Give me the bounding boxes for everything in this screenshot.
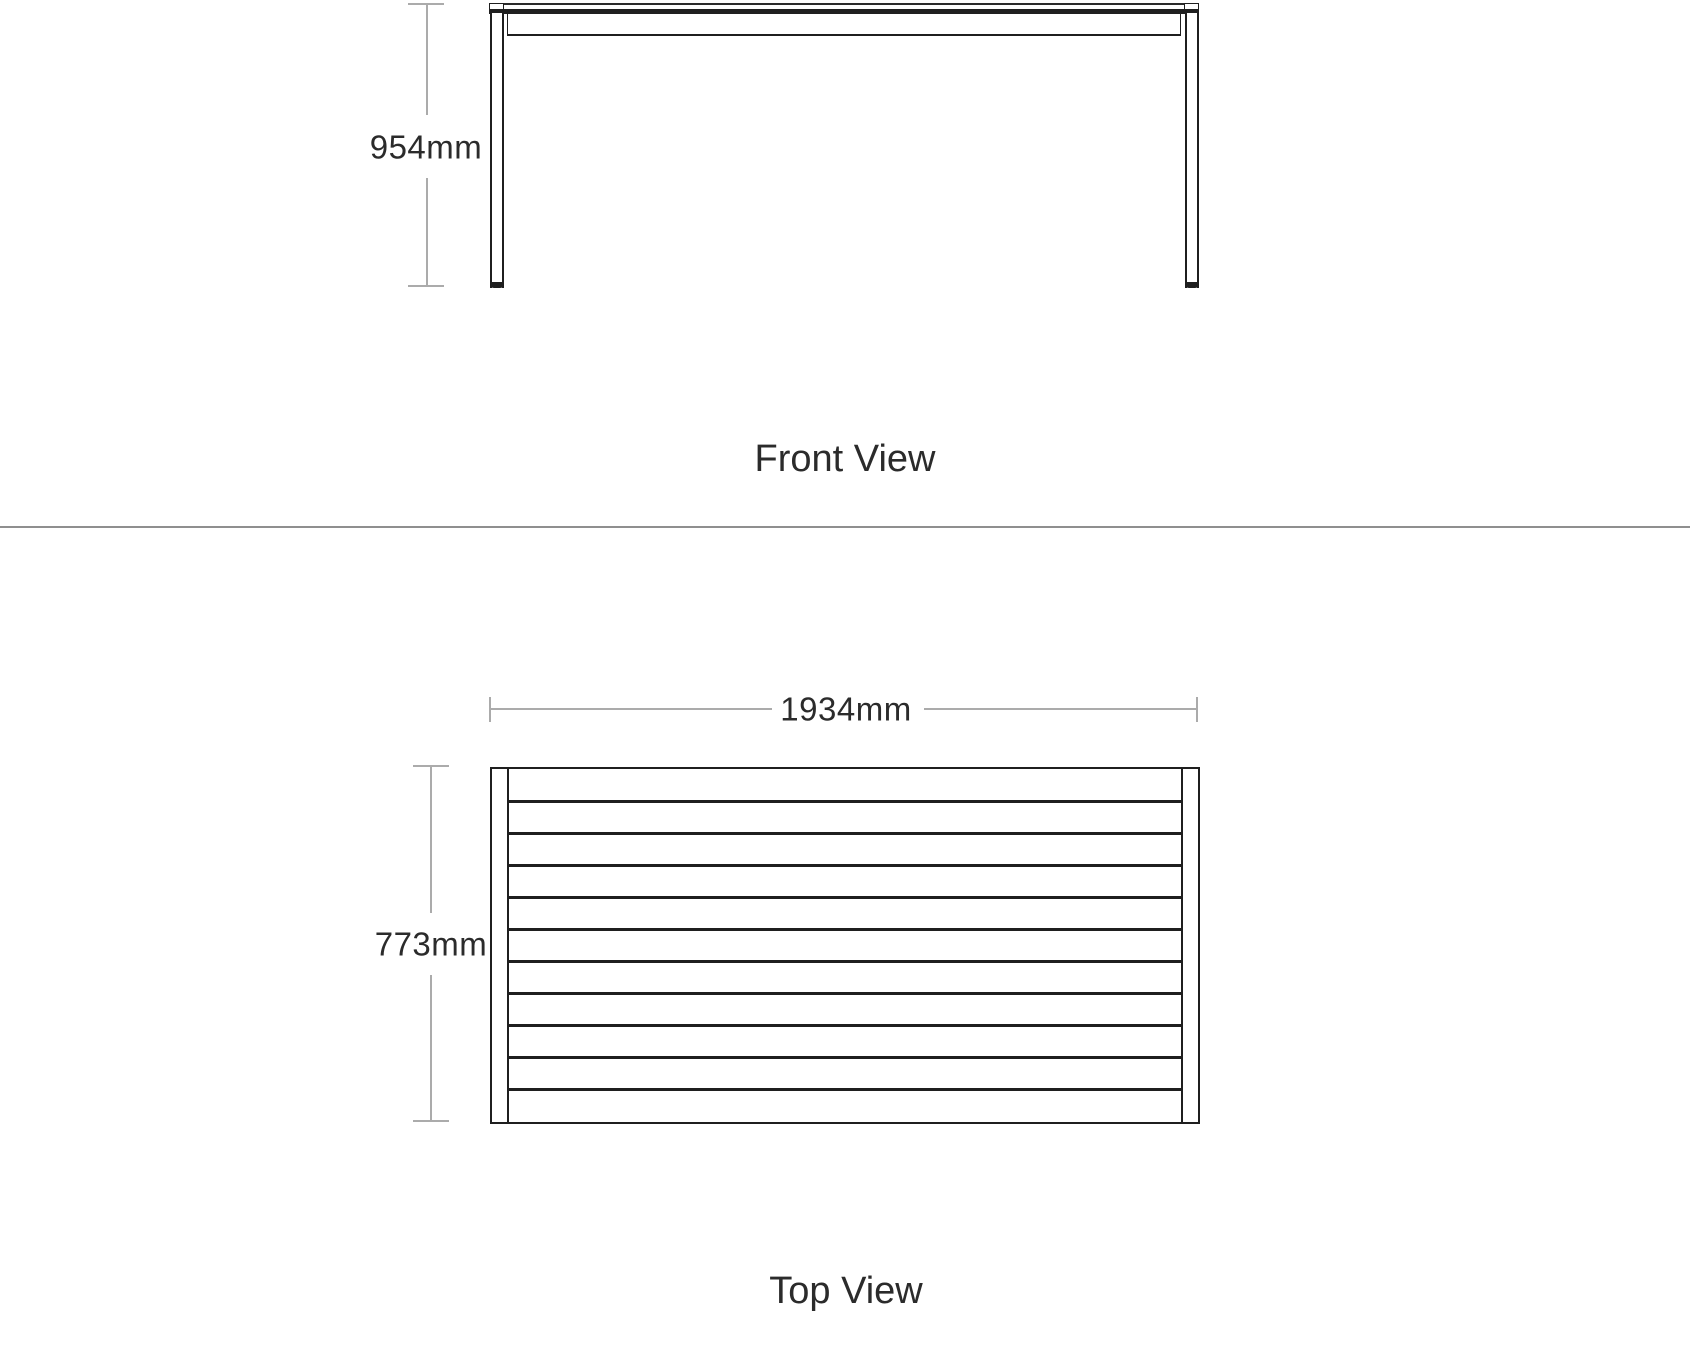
plan-slat-separator-line — [509, 1088, 1181, 1091]
depth-dimension-bottom-tick — [413, 1120, 449, 1122]
plan-slat-separator-line — [509, 896, 1181, 899]
plan-slat-separator-line — [509, 864, 1181, 867]
width-dimension-line-right — [924, 708, 1196, 710]
width-dimension-right-tick — [1196, 697, 1198, 722]
height-dimension-bottom-tick — [408, 285, 444, 287]
plan-slat-separator-line — [509, 1056, 1181, 1059]
plan-left-rail-line — [507, 769, 509, 1122]
tabletop-top-edge-line — [489, 3, 1199, 5]
front-left-leg — [490, 13, 505, 288]
plan-slat-separator-line — [509, 992, 1181, 995]
section-divider — [0, 526, 1690, 528]
plan-right-rail-line — [1181, 769, 1183, 1122]
plan-slat-separator-line — [509, 832, 1181, 835]
front-view-caption: Front View — [754, 438, 936, 480]
table-apron — [507, 14, 1181, 37]
plan-slat-separator-line — [509, 1024, 1181, 1027]
width-dimension-label: 1934mm — [780, 690, 912, 728]
height-dimension-label: 954mm — [369, 128, 483, 166]
front-right-leg — [1185, 13, 1200, 288]
front-right-leg-foot — [1185, 282, 1200, 288]
height-dimension-line-upper — [426, 4, 428, 115]
height-dimension-line-lower — [426, 178, 428, 286]
table-top-plan-drawing — [490, 767, 1200, 1124]
depth-dimension-label: 773mm — [374, 925, 488, 963]
top-view-caption: Top View — [769, 1270, 923, 1312]
plan-slat-separator-line — [509, 800, 1181, 803]
depth-dimension-line-upper — [430, 767, 432, 913]
plan-slat-separator-line — [509, 960, 1181, 963]
depth-dimension-line-lower — [430, 975, 432, 1121]
front-left-leg-foot — [490, 282, 505, 288]
width-dimension-line-left — [491, 708, 772, 710]
plan-slat-separator-line — [509, 928, 1181, 931]
